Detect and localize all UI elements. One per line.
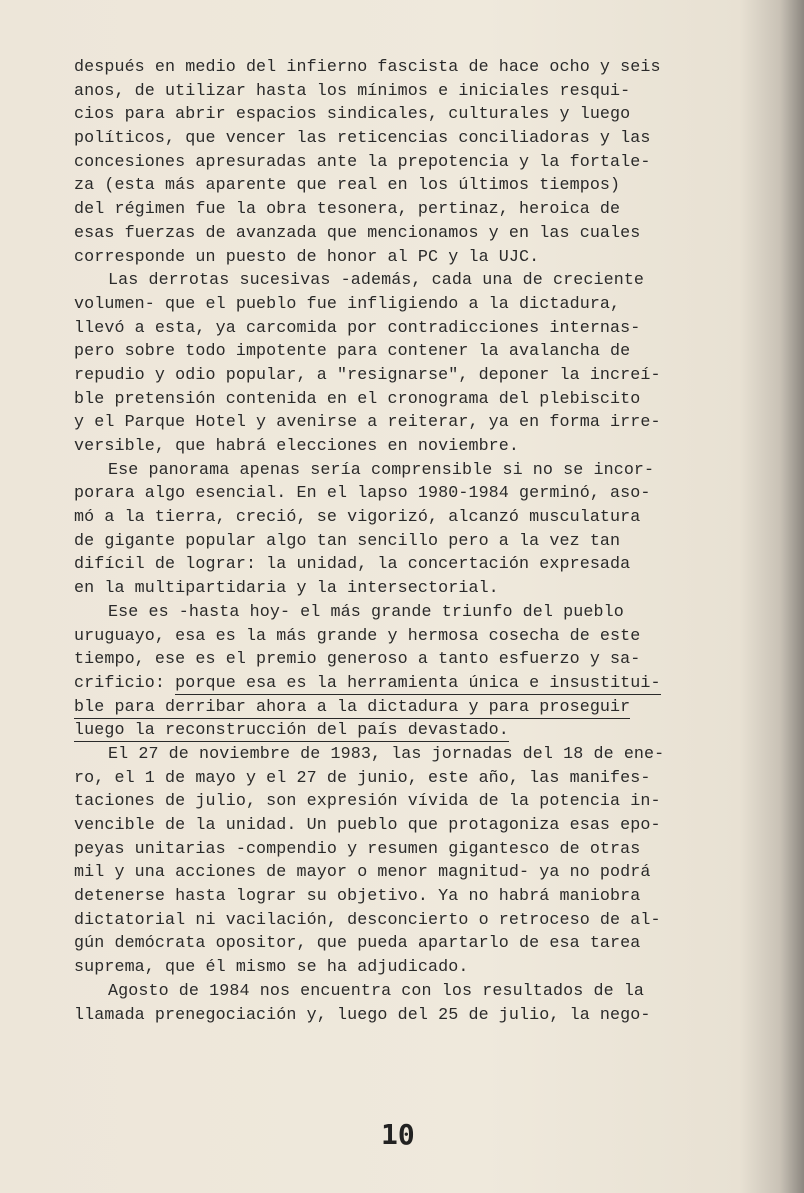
text-line: ro, el 1 de mayo y el 27 de junio, este año, las manifes- xyxy=(74,768,651,788)
text-line: za (esta más aparente que real en los últimos tiempos) xyxy=(74,176,621,196)
text-line: esas fuerzas de avanzada que mencionamos y en las cuales xyxy=(74,223,641,243)
text-line: del régimen fue la obra tesonera, pertinaz, heroica de xyxy=(74,200,621,220)
text-line: anos, de utilizar hasta los mínimos e iniciales resqui- xyxy=(74,81,631,101)
text-line: volumen- que el pueblo fue infligiendo a la dictadura, xyxy=(74,294,621,314)
paragraph-start-line: Las derrotas sucesivas -además, cada una de creciente xyxy=(108,271,645,291)
text-line: difícil de lograr: la unidad, la concertación expresada xyxy=(74,555,631,575)
text-line: peyas unitarias -compendio y resumen gigantesco de otras xyxy=(74,839,641,859)
text-line: repudio y odio popular, a "resignarse", deponer la increí- xyxy=(74,365,661,385)
text-line: mó a la tierra, creció, se vigorizó, alcanzó musculatura xyxy=(74,508,641,528)
text-line: tiempo, ese es el premio generoso a tanto esfuerzo y sa- xyxy=(74,650,641,670)
text-line: cios para abrir espacios sindicales, culturales y luego xyxy=(74,105,631,125)
text-line xyxy=(74,672,766,696)
text-line xyxy=(74,719,766,743)
paragraph-start-line: Agosto de 1984 nos encuentra con los resultados de la xyxy=(108,981,645,1001)
paragraph-start-line: Ese es -hasta hoy- el más grande triunfo del pueblo xyxy=(108,602,624,622)
text-line: concesiones apresuradas ante la prepotencia y la fortale- xyxy=(74,152,651,172)
text-line: suprema, que él mismo se ha adjudicado. xyxy=(74,958,469,978)
text-line: políticos, que vencer las reticencias conciliadoras y las xyxy=(74,129,651,149)
page-number: 10 xyxy=(381,1118,415,1151)
paragraph-start-line: El 27 de noviembre de 1983, las jornadas del 18 de ene- xyxy=(108,744,665,764)
text-line: de gigante popular algo tan sencillo pero a la vez tan xyxy=(74,531,621,551)
text-line: pero sobre todo impotente para contener la avalancha de xyxy=(74,342,631,362)
text-line: en la multipartidaria y la intersectorial. xyxy=(74,579,499,599)
underlined-text: luego la reconstrucción del país devastado. xyxy=(74,721,509,741)
text-line: después en medio del infierno fascista de hace ocho y seis xyxy=(74,58,661,77)
text-segment: crificio: xyxy=(74,673,176,693)
text-line: ble pretensión contenida en el cronograma del plebiscito xyxy=(74,389,641,409)
text-line: detenerse hasta lograr su objetivo. Ya no habrá maniobra xyxy=(74,887,641,907)
text-line: dictatorial ni vacilación, desconcierto o retroceso de al- xyxy=(74,910,661,930)
paragraph-start-line: Ese panorama apenas sería comprensible si no se incor- xyxy=(108,460,655,480)
text-line: uruguayo, esa es la más grande y hermosa cosecha de este xyxy=(74,626,641,646)
text-line: y el Parque Hotel y avenirse a reiterar, ya en forma irre- xyxy=(74,413,661,433)
text-line: corresponde un puesto de honor al PC y la UJC. xyxy=(74,247,540,267)
text-line: versible, que habrá elecciones en noviembre. xyxy=(74,437,520,456)
text-line: llevó a esta, ya carcomida por contradicciones internas- xyxy=(74,318,641,338)
body-text xyxy=(74,56,766,1027)
text-line: taciones de julio, son expresión vívida de la potencia in- xyxy=(74,792,661,812)
underlined-text: porque esa es la herramienta única e insustitui- xyxy=(175,673,661,693)
text-line: llamada prenegociación y, luego del 25 de julio, la nego- xyxy=(74,1005,651,1025)
text-line: mil y una acciones de mayor o menor magnitud- ya no podrá xyxy=(74,863,651,883)
underlined-text: ble para derribar ahora a la dictadura y para proseguir xyxy=(74,697,631,717)
text-line: porara algo esencial. En el lapso 1980-1984 germinó, aso- xyxy=(74,484,651,504)
text-line xyxy=(74,696,766,720)
text-line: vencible de la unidad. Un pueblo que protagoniza esas epo- xyxy=(74,816,661,835)
text-line: gún demócrata opositor, que pueda apartarlo de esa tarea xyxy=(74,934,641,954)
